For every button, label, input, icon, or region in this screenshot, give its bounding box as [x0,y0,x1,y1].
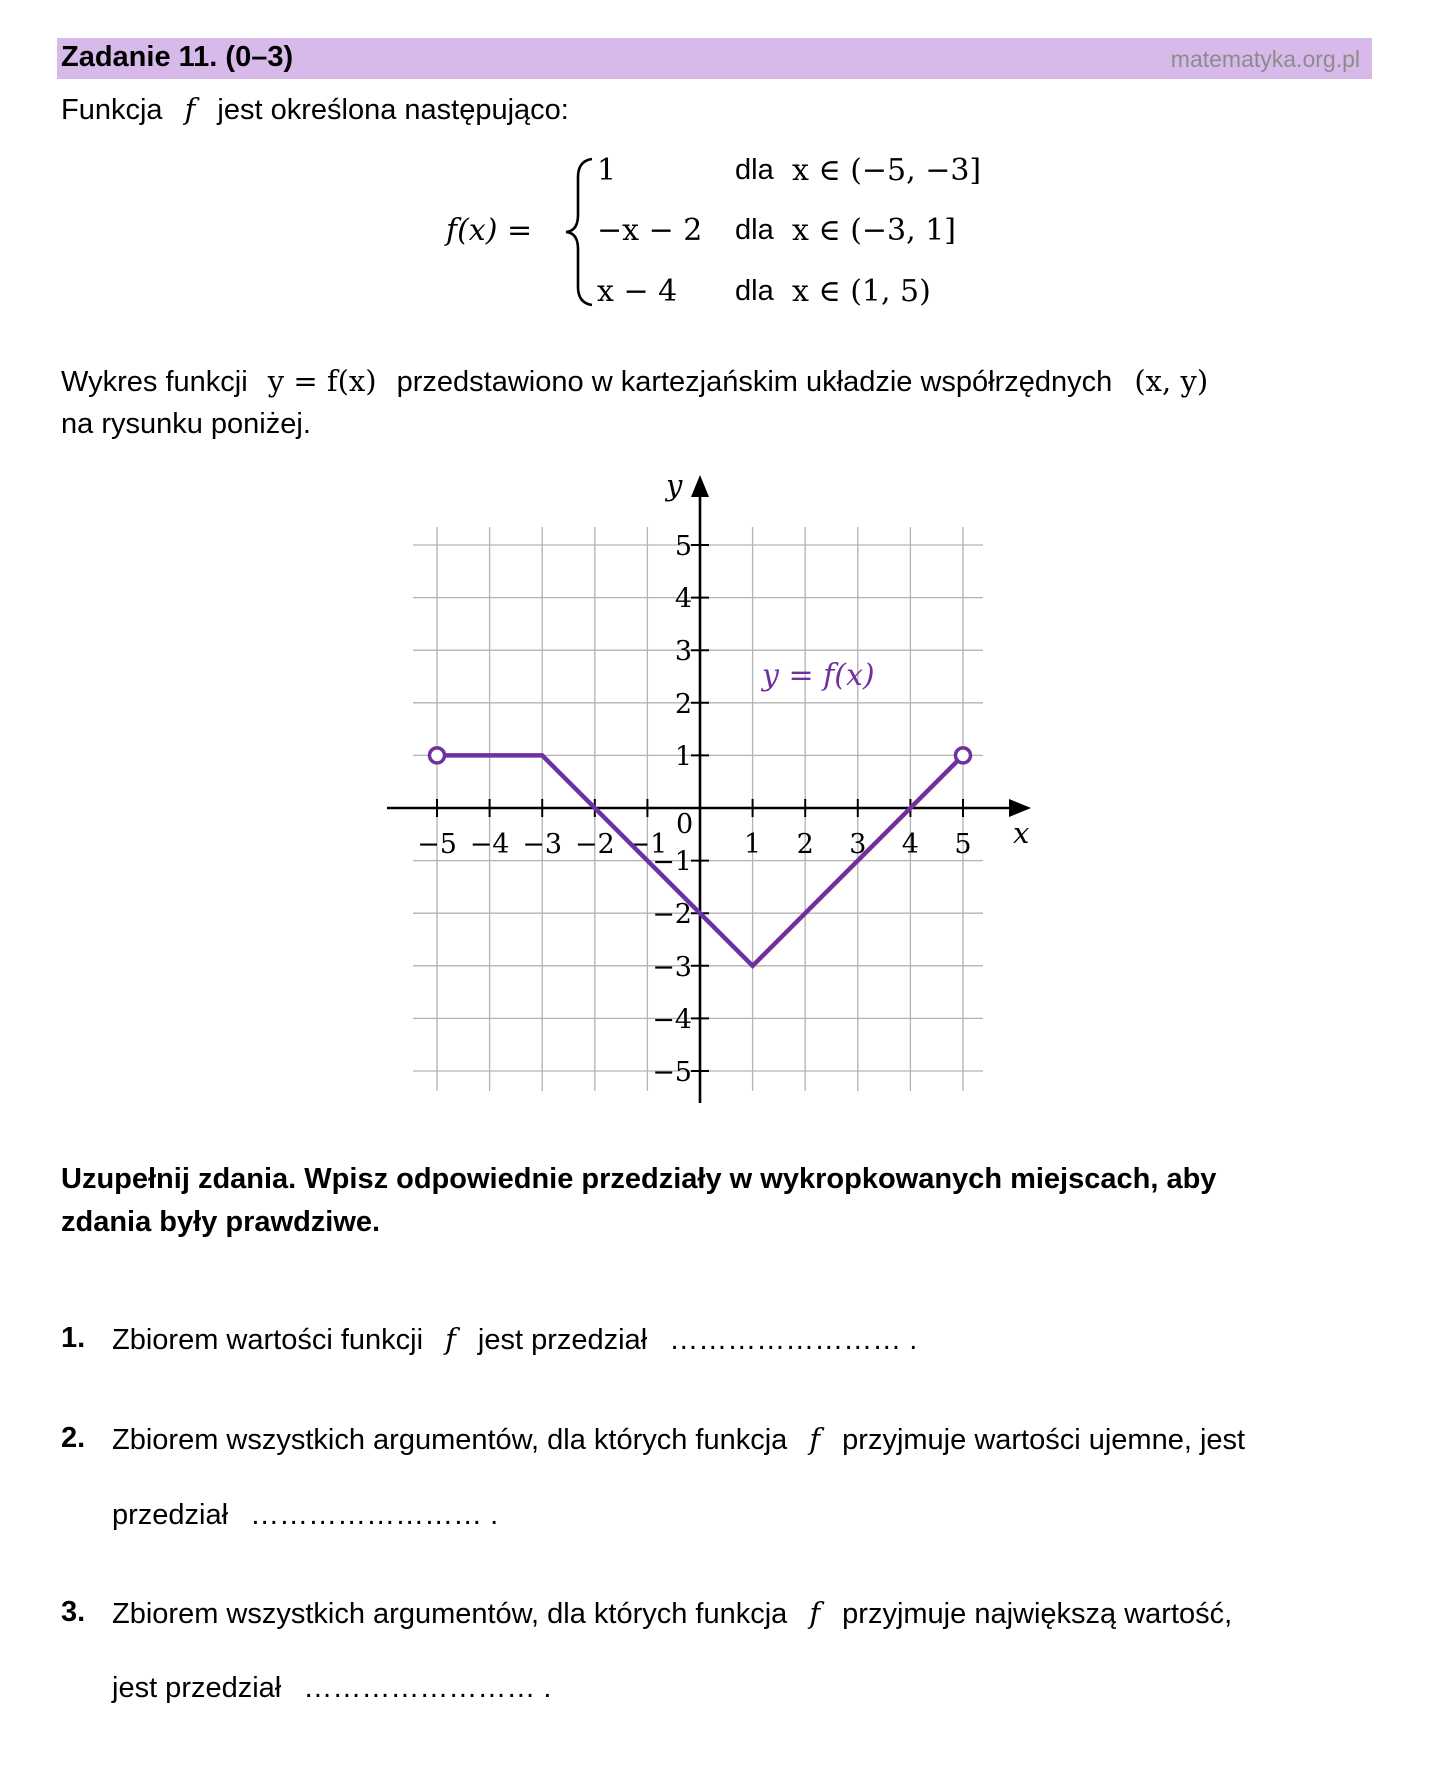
y-tick-label: 1 [674,741,692,773]
open-endpoint [430,748,445,763]
intro-before: Funkcja [61,94,163,126]
intro-symbol: f [184,92,196,126]
item-3-line2-text: jest przedział [112,1672,282,1704]
item-2-text [112,1422,1245,1457]
y-tick-label: 4 [674,583,692,615]
origin-label: 0 [676,809,694,840]
x-tick-label: −1 [627,829,668,860]
instruction-line2: zdania były prawdziwe. [61,1206,381,1238]
x-tick-label: 1 [744,829,762,860]
case-1-domain: x ∈ (−5, −3] [792,153,982,188]
item-3-number: 3. [61,1596,86,1628]
y-axis-label: y [666,468,683,502]
y-axis-arrow [691,475,709,497]
x-tick-label: 4 [901,829,919,860]
x-tick-label: 5 [954,829,972,860]
y-tick-label: 3 [674,636,692,668]
case-3-dla: dla [735,275,774,307]
graph-description-line2: na rysunku poniżej. [61,408,311,440]
site-watermark: matematyka.org.pl [1170,46,1360,72]
item-3-symbol: f [809,1596,821,1630]
instruction-line1: Uzupełnij zdania. Wpisz odpowiednie przedziały w wykropkowanych miejscach, aby [61,1163,1217,1195]
item-3-line2 [112,1672,551,1705]
y-tick-label: −4 [652,1004,692,1036]
item-2-number: 2. [61,1422,86,1454]
item-1-before: Zbiorem wartości funkcji [112,1324,424,1356]
y-tick-label: −5 [652,1057,692,1088]
item-3-after: przyjmuje największą wartość, [842,1598,1233,1630]
graph-desc-formula: y = f(x) [267,364,377,398]
case-1-expr: 1 [597,153,617,188]
x-tick-label: −4 [469,829,510,860]
item-3-text [112,1596,1232,1631]
y-tick-label: −1 [652,846,692,878]
y-tick-label: −2 [652,899,692,931]
intro-after: jest określona następująco: [217,94,569,126]
axes [387,475,1031,1103]
graph-desc-middle: przedstawiono w kartezjańskim układzie współrzędnych [396,366,1113,398]
ticks [417,531,972,1088]
item-1-blank[interactable]: …………………… . [669,1324,918,1356]
x-tick-label: 3 [849,829,867,860]
item-2-blank[interactable]: …………………… . [250,1499,499,1531]
case-2-dla: dla [735,214,774,246]
definition-lhs-text: f(x) = [446,213,533,248]
item-3-blank[interactable]: …………………… . [303,1672,552,1704]
task-title: Zadanie 11. (0–3) [61,41,294,73]
x-tick-label: −2 [574,829,615,860]
y-tick-label: −3 [652,951,692,983]
item-2-symbol: f [809,1422,821,1456]
item-2-line2 [112,1499,498,1532]
case-1-dla: dla [735,154,774,186]
item-1-text [112,1322,917,1357]
case-3-expr: x − 4 [597,274,678,309]
x-axis-label: x [1013,816,1030,850]
x-tick-label: −5 [417,829,457,860]
graph-desc-before: Wykres funkcji [61,366,248,398]
graph-desc-coords: (x, y) [1134,364,1209,398]
item-1-symbol: f [445,1322,456,1356]
case-2-domain: x ∈ (−3, 1] [792,213,956,248]
case-3-domain: x ∈ (1, 5) [792,274,931,309]
y-tick-label: 5 [674,531,692,562]
item-3-before: Zbiorem wszystkich argumentów, dla których funkcja [112,1598,788,1630]
open-endpoint [956,748,971,763]
item-1-number: 1. [61,1322,86,1354]
case-2-expr: −x − 2 [597,213,703,248]
curve-label: y = f(x) [762,658,875,693]
item-2-line2-text: przedział [112,1499,229,1531]
x-tick-label: 2 [796,829,814,860]
x-axis-arrow [1009,799,1031,817]
item-2-before: Zbiorem wszystkich argumentów, dla których funkcja [112,1424,788,1456]
item-2-after: przyjmuje wartości ujemne, jest [842,1424,1246,1456]
item-1-after: jest przedział [477,1324,648,1356]
x-tick-label: −3 [522,829,563,860]
y-tick-label: 2 [674,688,692,720]
